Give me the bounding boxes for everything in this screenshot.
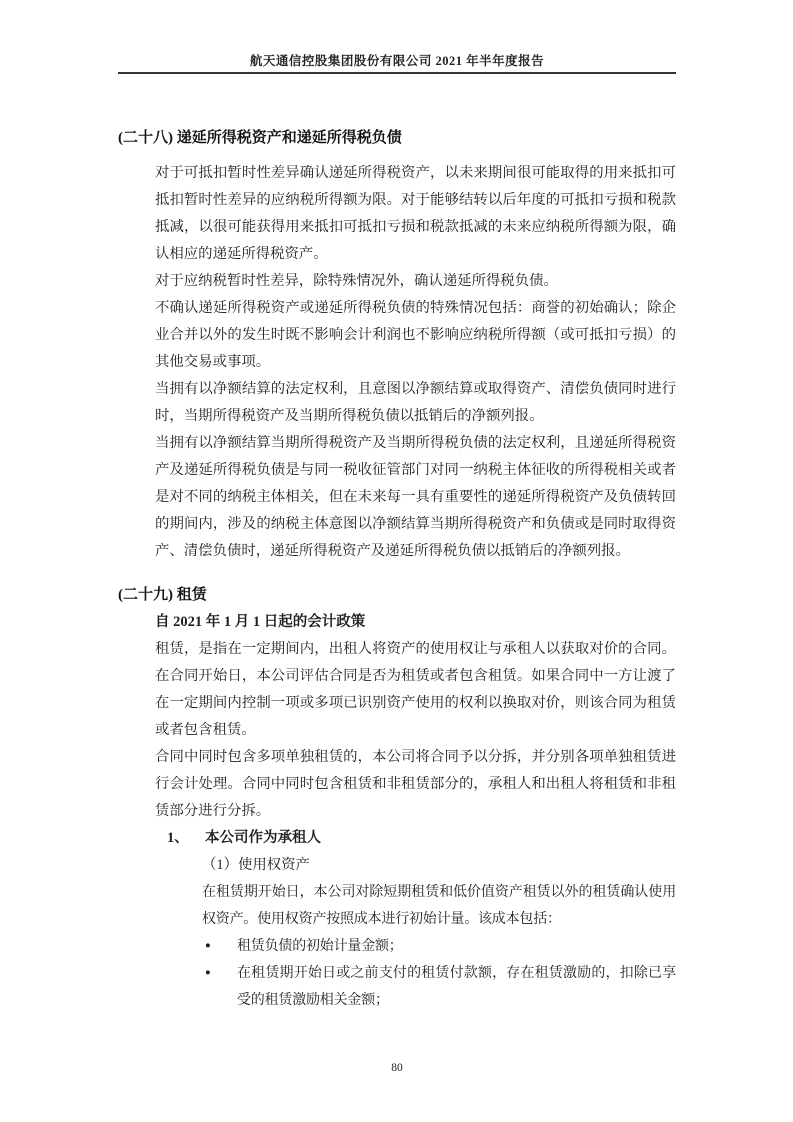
- section-28-paragraph-4: 当拥有以净额结算的法定权利，且意图以净额结算或取得资产、清偿负债同时进行时，当期所得税资产及当期所得税负债以抵销后的净额列报。: [155, 381, 676, 424]
- bullet-list-item: [205, 933, 676, 960]
- bullet-icon: ●: [205, 968, 211, 978]
- sub-item-label: （1）使用权资产: [202, 857, 310, 873]
- section-28-paragraph-1: 对于可抵扣暂时性差异确认递延所得税资产，以未来期间很可能取得的用来抵扣可抵扣暂时性差异的应纳税所得额为限。对于能够结转以后年度的可抵扣亏损和税款抵减，以很可能获得用来抵扣可抵扣亏损和税款抵减的未来应纳税所得额为限，确认相应的递延所得税资产。: [155, 165, 676, 262]
- section-28-paragraph-2: 对于应纳税暂时性差异，除特殊情况外，确认递延所得税负债。: [155, 273, 558, 289]
- section-28-heading: (二十八) 递延所得税资产和递延所得税负债: [118, 130, 402, 146]
- section-29-paragraph-2: 合同中同时包含多项单独租赁的，本公司将合同予以分拆，并分别各项单独租赁进行会计处理。合同中同时包含租赁和非租赁部分的，承租人和出租人将租赁和非租赁部分进行分拆。: [155, 749, 676, 819]
- section-29-heading: (二十九) 租赁: [118, 587, 207, 603]
- numbered-list-item: [167, 825, 676, 852]
- section-28-paragraph-3: 不确认递延所得税资产或递延所得税负债的特殊情况包括：商誉的初始确认；除企业合并以外的发生时既不影响会计利润也不影响应纳税所得额（或可抵扣亏损）的其他交易或事项。: [155, 300, 676, 370]
- header-divider-line: [118, 72, 676, 74]
- section-28-paragraph-5: 当拥有以净额结算当期所得税资产及当期所得税负债的法定权利，且递延所得税资产及递延所得税负债是与同一税收征管部门对同一纳税主体征收的所得税相关或者是对不同的纳税主体相关，但在未来每一具有重要性的递延所得税资产及负债转回的期间内，涉及的纳税主体意图以净额结算当期所得税资产和负债或是同时取得资产、清偿负债时，递延所得税资产及递延所得税负债以抵销后的净额列报。: [155, 435, 676, 559]
- bullet-list-item: [205, 960, 676, 1014]
- bullet-text: 在租赁期开始日或之前支付的租赁付款额，存在租赁激励的，扣除已享受的租赁激励相关金额；: [237, 966, 676, 1008]
- bullet-icon: ●: [205, 941, 211, 951]
- section-29-paragraph-1: 租赁，是指在一定期间内，出租人将资产的使用权让与承租人以获取对价的合同。在合同开始日，本公司评估合同是否为租赁或者包含租赁。如果合同中一方让渡了在一定期间内控制一项或多项已识别资产使用的权利以换取对价，则该合同为租赁或者包含租赁。: [155, 641, 676, 738]
- sub-item-intro-paragraph: 在租赁期开始日，本公司对除短期租赁和低价值资产租赁以外的租赁确认使用权资产。使用权资产按照成本进行初始计量。该成本包括：: [202, 885, 676, 927]
- list-item-title: 本公司作为承租人: [205, 830, 321, 846]
- page-content: [118, 124, 676, 1014]
- page-number: 80: [391, 1062, 403, 1074]
- accounting-policy-subheading: 自 2021 年 1 月 1 日起的会计政策: [155, 614, 366, 630]
- list-item-number: 1、: [167, 830, 189, 846]
- bullet-text: 租赁负债的初始计量金额；: [237, 939, 403, 954]
- report-header-title: 航天通信控股集团股份有限公司 2021 年半年度报告: [249, 54, 545, 68]
